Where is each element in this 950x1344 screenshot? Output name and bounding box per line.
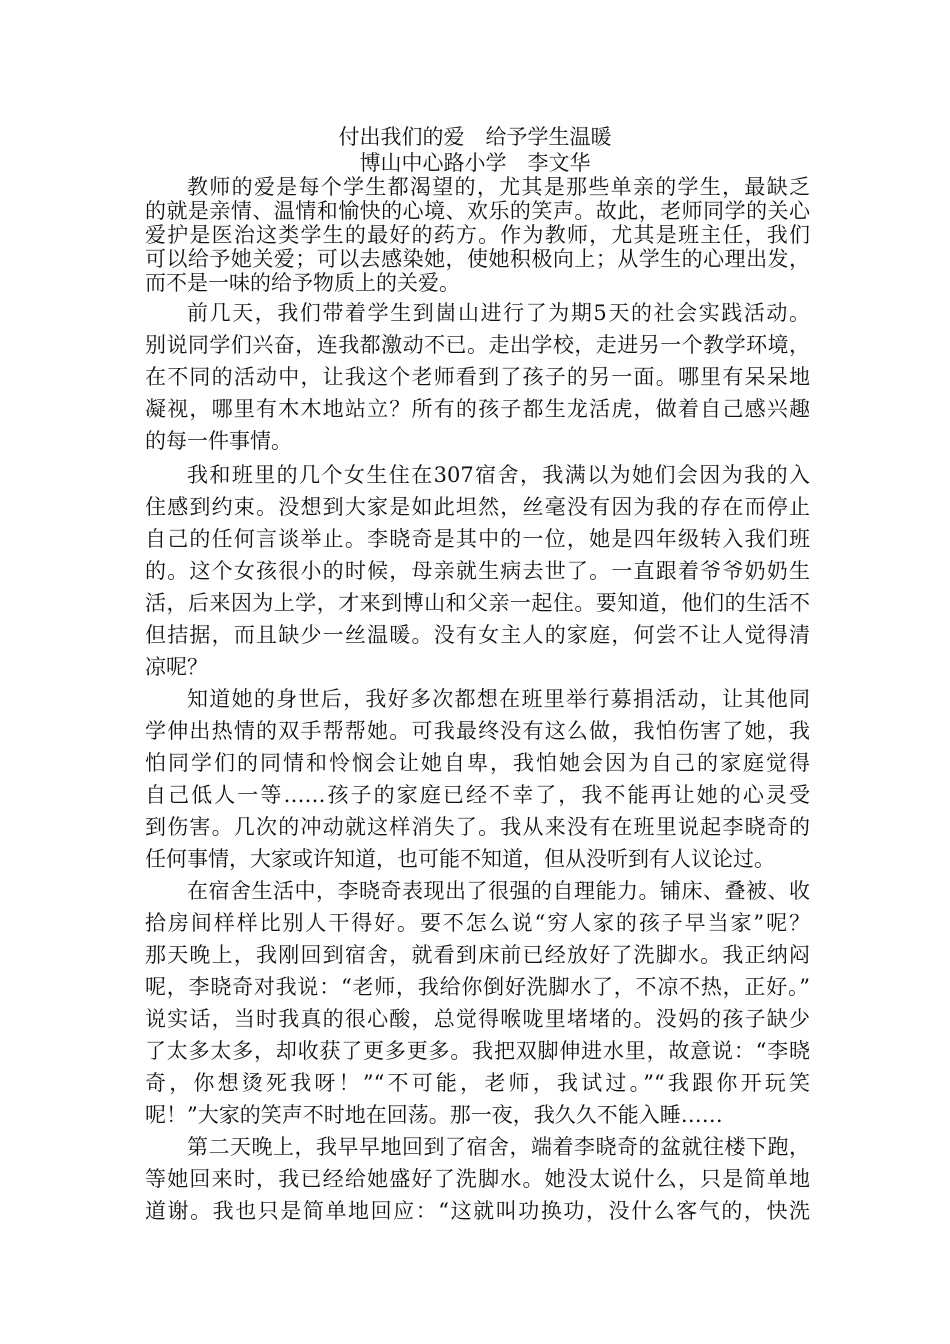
text-line: 怕同学们的同情和怜悯会让她自卑，我怕她会因为自己的家庭觉得 — [145, 751, 810, 775]
text-line: 的。这个女孩很小的时候，母亲就生病去世了。一直跟着爷爷奶奶生 — [145, 559, 810, 583]
text-line: 住感到约束。没想到大家是如此坦然，丝毫没有因为我的存在而停止 — [145, 495, 810, 519]
text-line: 奇，你想烫死我呀！”“不可能，老师，我试过。”“我跟你开玩笑 — [145, 1071, 810, 1095]
text-line: 学伸出热情的双手帮帮她。可我最终没有这么做，我怕伤害了她，我 — [145, 719, 810, 743]
text-line: 自己低人一等……孩子的家庭已经不幸了，我不能再让她的心灵受 — [145, 783, 810, 807]
text-line: 我和班里的几个女生住在307宿舍，我满以为她们会因为我的入 — [187, 463, 810, 487]
text-line: 那天晚上，我刚回到宿舍，就看到床前已经放好了洗脚水。我正纳闷 — [145, 943, 810, 967]
text-line: 但拮据，而且缺少一丝温暖。没有女主人的家庭，何尝不让人觉得清 — [145, 623, 810, 647]
text-line: 前几天，我们带着学生到崮山进行了为期5天的社会实践活动。 — [187, 301, 810, 325]
text-line: 而不是一味的给予物质上的关爱。 — [145, 271, 460, 295]
text-line: 可以给予她关爱；可以去感染她，使她积极向上；从学生的心理出发， — [145, 247, 810, 271]
text-line: 第二天晚上，我早早地回到了宿舍，端着李晓奇的盆就往楼下跑， — [187, 1135, 810, 1159]
text-line: 道谢。我也只是简单地回应：“这就叫功换功，没什么客气的，快洗 — [145, 1199, 810, 1223]
text-line: 凝视，哪里有木木地站立？所有的孩子都生龙活虎，做着自己感兴趣 — [145, 397, 810, 421]
text-line: 教师的爱是每个学生都渴望的，尤其是那些单亲的学生，最缺乏 — [187, 175, 810, 199]
text-line: 凉呢？ — [145, 655, 208, 679]
text-line: 爱护是医治这类学生的最好的药方。作为教师，尤其是班主任，我们 — [145, 223, 810, 247]
text-line: 了太多太多，却收获了更多更多。我把双脚伸进水里，故意说：“李晓 — [145, 1039, 810, 1063]
text-line: 说实话，当时我真的很心酸，总觉得喉咙里堵堵的。没妈的孩子缺少 — [145, 1007, 810, 1031]
text-line: 呢！”大家的笑声不时地在回荡。那一夜，我久久不能入睡…… — [145, 1103, 723, 1127]
text-line: 呢，李晓奇对我说：“老师，我给你倒好洗脚水了，不凉不热，正好。” — [145, 975, 810, 999]
text-line: 任何事情，大家或许知道，也可能不知道，但从没听到有人议论过。 — [145, 847, 775, 871]
text-line: 活，后来因为上学，才来到博山和父亲一起住。要知道，他们的生活不 — [145, 591, 810, 615]
text-line: 在宿舍生活中，李晓奇表现出了很强的自理能力。铺床、叠被、收 — [187, 879, 810, 903]
text-line: 别说同学们兴奋，连我都激动不已。走出学校，走进另一个教学环境， — [145, 333, 810, 357]
text-line: 在不同的活动中，让我这个老师看到了孩子的另一面。哪里有呆呆地 — [145, 365, 810, 389]
document-title: 付出我们的爱 给予学生温暖 — [338, 125, 612, 149]
document-byline: 博山中心路小学 李文华 — [359, 151, 591, 175]
text-line: 拾房间样样比别人干得好。要不怎么说“穷人家的孩子早当家”呢？ — [145, 911, 810, 935]
text-line: 的每一件事情。 — [145, 429, 292, 453]
text-line: 的就是亲情、温情和愉快的心境、欢乐的笑声。故此，老师同学的关心 — [145, 199, 810, 223]
text-line: 等她回来时，我已经给她盛好了洗脚水。她没太说什么，只是简单地 — [145, 1167, 810, 1191]
text-line: 到伤害。几次的冲动就这样消失了。我从来没有在班里说起李晓奇的 — [145, 815, 810, 839]
text-line: 自己的任何言谈举止。李晓奇是其中的一位，她是四年级转入我们班 — [145, 527, 810, 551]
text-line: 知道她的身世后，我好多次都想在班里举行募捐活动，让其他同 — [187, 687, 810, 711]
